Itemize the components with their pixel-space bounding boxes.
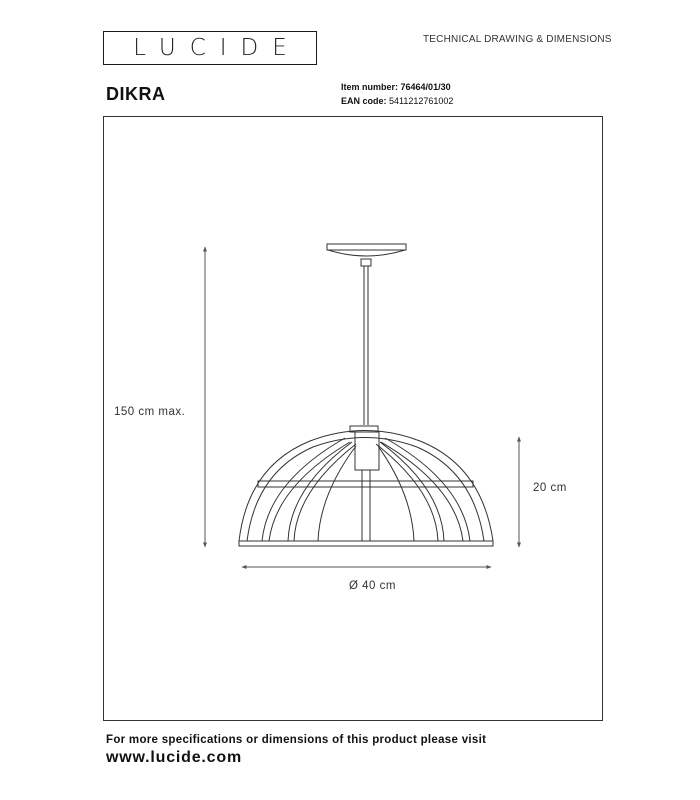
ean-code-label: EAN code:: [341, 96, 387, 106]
product-name: DIKRA: [106, 84, 166, 104]
item-number-label: Item number:: [341, 82, 399, 92]
ean-code-value: 5411212761002: [389, 96, 454, 106]
footer-note: For more specifications or dimensions of this product please visit: [106, 734, 487, 746]
brand-logo-text: LUCIDE: [133, 35, 301, 61]
ceiling-canopy: [327, 244, 406, 266]
lamp-shade: [239, 426, 493, 546]
footer-url[interactable]: www.lucide.com: [106, 749, 242, 766]
document-type: TECHNICAL DRAWING & DIMENSIONS: [423, 34, 612, 45]
item-number-value: 76464/01/30: [400, 82, 451, 92]
diameter-label: Ø 40 cm: [349, 580, 396, 592]
height-max-label: 150 cm max.: [114, 406, 186, 418]
shade-height-label: 20 cm: [533, 482, 567, 494]
suspension-cable: [364, 266, 368, 425]
